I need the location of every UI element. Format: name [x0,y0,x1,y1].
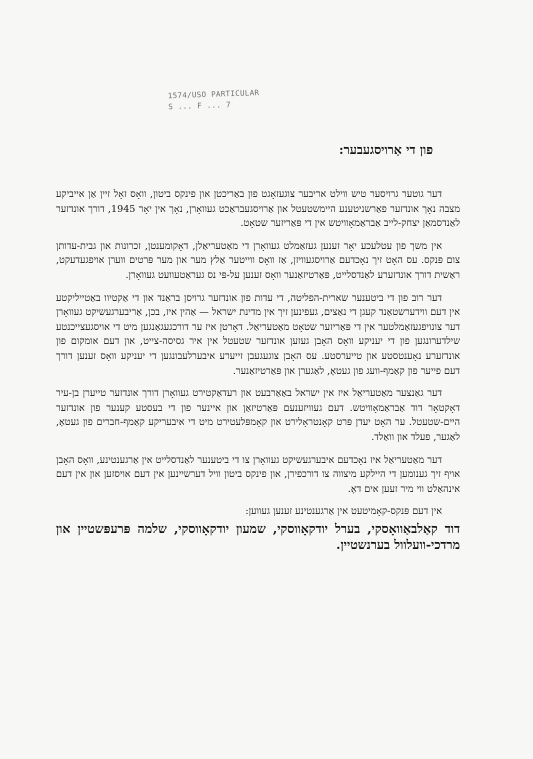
committee-names: דוד קאַלבאַוואָסקי, בערל יודקאָווסקי, שמעון יודקאָווסקי, שלמה פּרעפּשטיין און מרדכי-וועלוול בערנשטיין. [56,520,460,552]
paragraph-5: דער מאַטעריאַל איז נאָכדעם איבערגעשיקט געוואָרן צו די ביטענער לאַנדסלייט אין אַרגענטינע, וואָס האָבן אויף זיך גענומען די היילקע מיצווה צו דורכפירן, און פינקס ביטון וויל דערשיינען אין דעם אויסזען און אין דעם אינהאַלט ווי מיר זעען אים דאָ. [56,454,460,495]
paragraph-4: דער גאַנצער מאַטעריאַל איז אין ישראל באַאַרבעט און רעדאַקטירט געוואָרן דורך אונדזער טייערן בן-עיר דאָקטאָר דוד אַבראַמאָוויטש. דעם געוויזענעם פּאַרטיזאַן און איינער פון די בעסטע קענער פון אונדזער היים-שטעטל. ער האָט יעדן פּרט קאָנטראָלירט און קאָמפּלעטירט מיט די איבעריקע קאַמף-חברים פון געטאָ, לאַגער, פעלד און וואַלד. [56,388,460,443]
paragraph-1: דער גוטער גרויסער טיש ווילט אריבער צוגעזאָגט פון באַריכטן און פינקס ביטון, וואָס זאָל זיין אַן אייביקע מצבה נאָך אונדזער פאַרשניטענע היימשטעטל און אַרויסגעבראַכט געוואָרן, נאָך אין יאָר 1945, דורך אונדזער לאַנדסמאַן יצחק-לייב אַבראַמאָוויטש אין די פּאַריזער שטאָט. [56,189,461,230]
section-heading: פון די אַרויסגעבער: [339,142,433,157]
committee-intro: אין דעם פּנקס-קאָמיטעט אין אַרגענטינע זענען געווען: [245,506,442,518]
stamp-line-2: S ... F ... 7 [168,100,231,112]
stamp-line-1: 1574/USO PARTICULAR [167,88,260,101]
body-text [56,188,460,553]
paragraph-2: אין משך פון עטלעכע יאָר זענען געזאַמלט געוואָרן די מאַטעריאַלן, דאָקומענטן, זכרונות און גבית-עדותן צום פּנקס. עס האָט זיך נאָכדעם אַרויסגעוויזן, אַז וואָס ווייטער אַלץ מער און מער פּרטים ווערן אויפגעדעקט, ראַשית דורך אונדזערע לאַנדסלייט, פּאַרטיזאַנער וואָס זענען על-פּי נס געראַטעוועט געוואָרן. [56,240,460,281]
paragraph-3: דער רוב פון די ביטענער שארית-הפליטה, די עדות פון אונדזער גרויסן בראַנד און די אַקטיוו באַטייליקטע אין דעם ווידערשטאַנד קעגן די נאַצים, געפינען זיך אין מדינת ישראל — אַהין איז, בכן, אַריבערגעשיקט געוואָרן דער צונויפגעזאַמלטער אין די פּאַריזער שטאָט מאַטעריאַל. דאָרטן איז ער דורכגעגאַנגען מיט די אויסגעצייכנטע שילדערונגען פון די יעניקע וואָס האָבן געזען אונדזער שטעטל אין איר גסיסה-צייט, און דעם אומקום פון אונדזערע נאָענטסטע און טייערסטע. עס האָבן צוגעגעבן זייערע איבערלעבונגען די יעניקע וואָס זענען דורך דעם פייער פון קאַמף-וועג פון געטאָ, לאַגערן און פּאַרטיזאַנער. [55,292,460,377]
archive-stamp [168,86,299,113]
